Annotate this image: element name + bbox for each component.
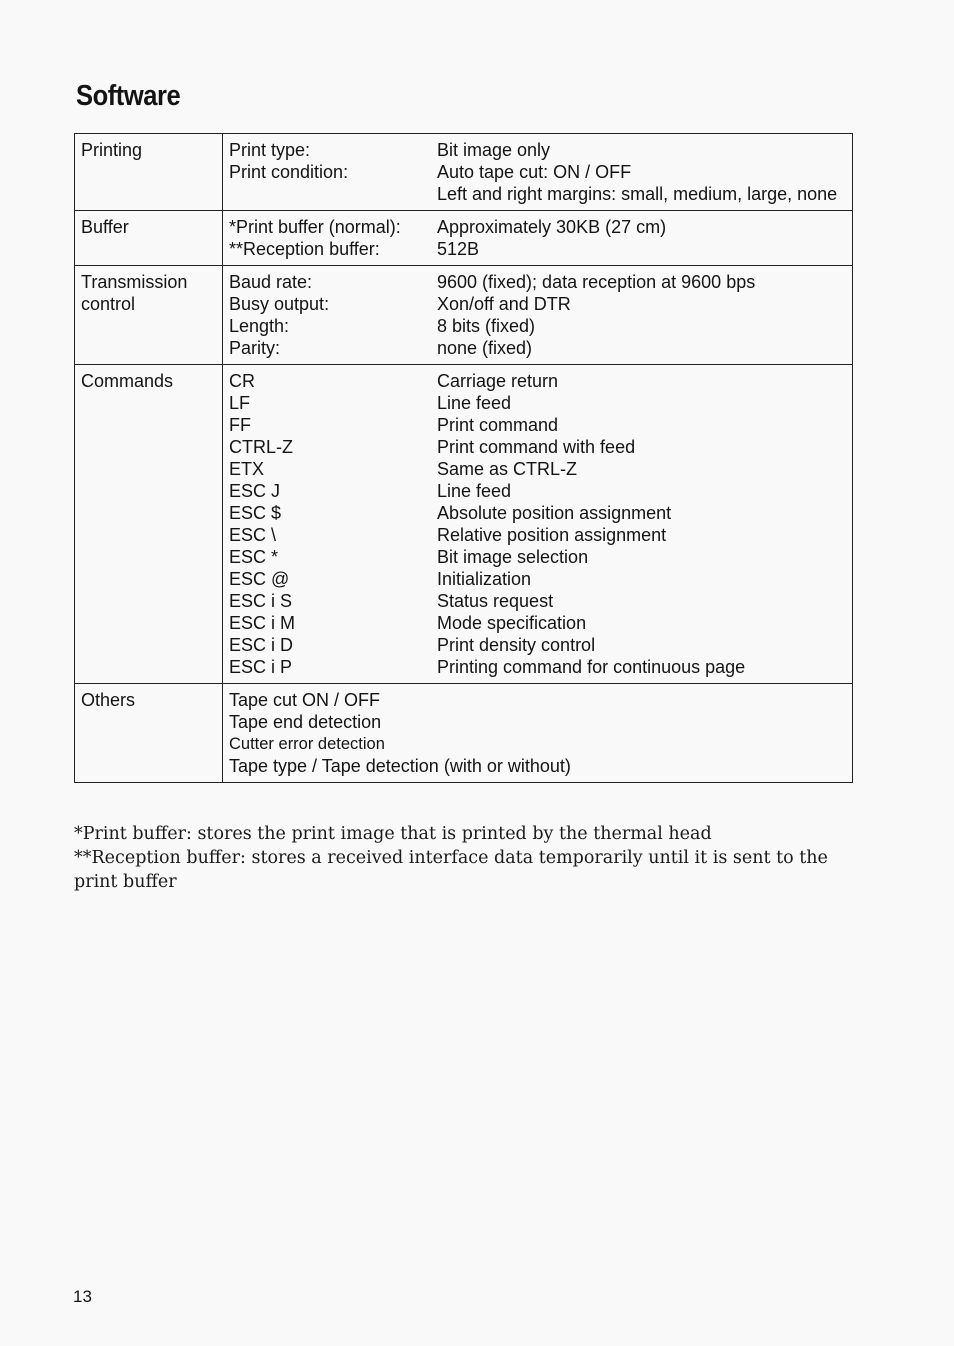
footnotes — [74, 822, 854, 894]
spec-key: **Reception buffer: — [229, 239, 380, 259]
spec-item — [229, 612, 846, 634]
detail-cell — [223, 684, 853, 783]
spec-value: Line feed — [437, 393, 512, 413]
spec-value: Bit image selection — [437, 547, 589, 567]
category-cell — [75, 134, 223, 211]
spec-row — [75, 266, 853, 365]
spec-key: Length: — [229, 316, 290, 336]
spec-key: Busy output: — [229, 294, 330, 314]
spec-item — [229, 436, 846, 458]
spec-line: Cutter error detection — [229, 735, 385, 753]
spec-value: Print command — [437, 415, 559, 435]
spec-row — [75, 365, 853, 684]
spec-value: Relative position assignment — [437, 525, 667, 545]
detail-cell — [223, 365, 853, 684]
spec-value: Mode specification — [437, 613, 587, 633]
spec-item — [229, 502, 846, 524]
category-cell — [75, 684, 223, 783]
category-cell — [75, 266, 223, 365]
spec-table-body — [75, 134, 853, 783]
spec-row — [75, 211, 853, 266]
footnote-print-buffer: *Print buffer: stores the print image that is printed by the thermal head — [74, 824, 712, 844]
spec-item — [229, 238, 846, 260]
category-label: Transmission — [81, 272, 188, 292]
spec-item — [229, 315, 846, 337]
spec-key: ESC i D — [229, 635, 294, 655]
category-cell — [75, 365, 223, 684]
spec-key: Print type: — [229, 140, 311, 160]
category-label: Buffer — [81, 217, 129, 237]
spec-value: none (fixed) — [437, 338, 533, 358]
spec-item — [229, 337, 846, 359]
spec-value: Print command with feed — [437, 437, 636, 457]
spec-value: Bit image only — [437, 140, 551, 160]
spec-line: Tape cut ON / OFF — [229, 690, 381, 710]
spec-item — [229, 480, 846, 502]
spec-key: ESC i M — [229, 613, 296, 633]
spec-row — [75, 684, 853, 783]
spec-key: Parity: — [229, 338, 281, 358]
category-label: Others — [81, 690, 136, 710]
section-title: Software — [76, 80, 181, 112]
spec-item — [229, 458, 846, 480]
spec-value: Approximately 30KB (27 cm) — [437, 217, 667, 237]
spec-value: Xon/off and DTR — [437, 294, 571, 314]
page-number: 13 — [73, 1287, 92, 1306]
spec-value: Print density control — [437, 635, 596, 655]
category-label: control — [81, 294, 136, 314]
spec-value: Printing command for continuous page — [437, 657, 746, 677]
spec-line: Tape end detection — [229, 712, 382, 732]
spec-item — [229, 392, 846, 414]
spec-item — [229, 656, 846, 678]
spec-key: ESC * — [229, 547, 279, 567]
spec-key: Baud rate: — [229, 272, 313, 292]
detail-cell — [223, 134, 853, 211]
spec-item — [229, 139, 846, 161]
spec-key: Print condition: — [229, 162, 349, 182]
detail-cell — [223, 211, 853, 266]
spec-item — [229, 634, 846, 656]
category-label: Commands — [81, 371, 174, 391]
footnote-reception-buffer: **Reception buffer: stores a received interface data temporarily until it is sent to the print buffer — [74, 848, 828, 892]
spec-key: ETX — [229, 459, 265, 479]
spec-item — [229, 293, 846, 315]
spec-value: Line feed — [437, 481, 512, 501]
spec-key: ESC $ — [229, 503, 282, 523]
spec-item — [229, 216, 846, 238]
spec-key — [229, 183, 437, 205]
spec-value: Auto tape cut: ON / OFF — [437, 162, 632, 182]
software-spec-table — [74, 133, 853, 783]
spec-key: ESC \ — [229, 525, 277, 545]
detail-cell — [223, 266, 853, 365]
spec-value: 8 bits (fixed) — [437, 316, 536, 336]
spec-key: LF — [229, 393, 251, 413]
spec-key: ESC J — [229, 481, 281, 501]
spec-row — [75, 134, 853, 211]
spec-item — [229, 271, 846, 293]
spec-key: *Print buffer (normal): — [229, 217, 401, 237]
spec-key: CR — [229, 371, 255, 391]
spec-key: ESC i S — [229, 591, 293, 611]
spec-value: Status request — [437, 591, 554, 611]
spec-key: ESC i P — [229, 657, 293, 677]
spec-line: Tape type / Tape detection (with or without) — [229, 756, 571, 776]
spec-item — [229, 414, 846, 436]
spec-value: Initialization — [437, 569, 532, 589]
spec-value: 512B — [437, 239, 480, 259]
spec-key: CTRL-Z — [229, 437, 293, 457]
spec-item — [229, 590, 846, 612]
spec-item — [229, 568, 846, 590]
spec-value: Absolute position assignment — [437, 503, 672, 523]
spec-item — [229, 524, 846, 546]
spec-value: Carriage return — [437, 371, 559, 391]
category-cell — [75, 211, 223, 266]
spec-value: Left and right margins: small, medium, large, none — [437, 184, 838, 204]
spec-item — [229, 370, 846, 392]
category-label: Printing — [81, 140, 143, 160]
spec-value: Same as CTRL-Z — [437, 459, 578, 479]
spec-item — [229, 546, 846, 568]
spec-key: FF — [229, 415, 251, 435]
spec-value: 9600 (fixed); data reception at 9600 bps — [437, 272, 756, 292]
spec-item — [229, 183, 846, 205]
spec-key: ESC @ — [229, 569, 290, 589]
spec-item — [229, 161, 846, 183]
